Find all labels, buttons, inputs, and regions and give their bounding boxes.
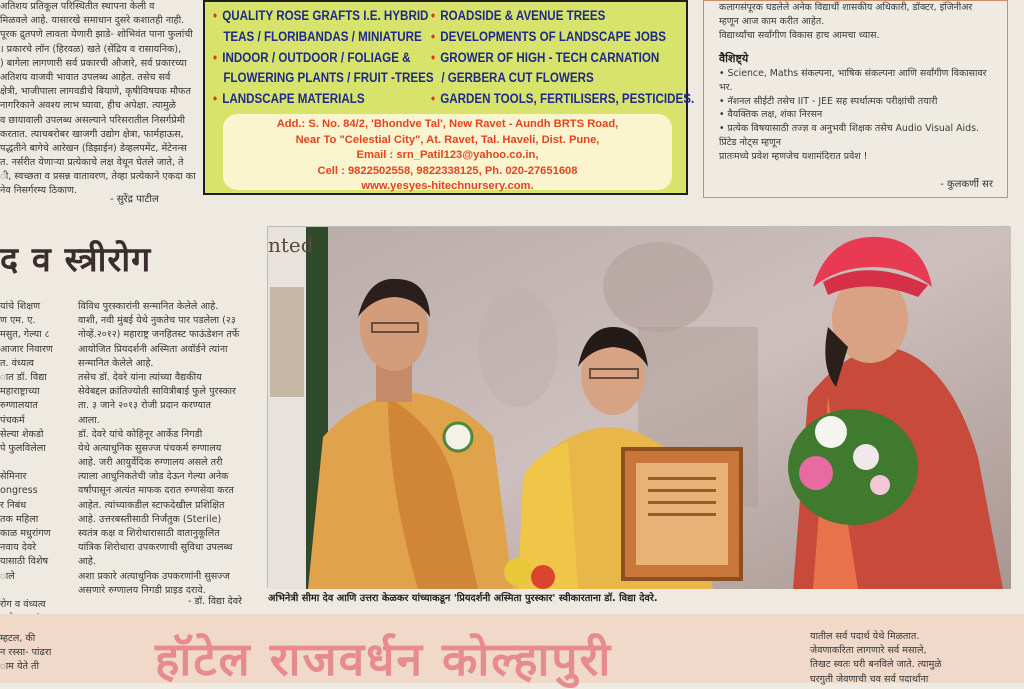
award-ceremony-photo — [267, 226, 1010, 588]
text-line: विद्यार्थ्यांचा सर्वांगीण विकास हाच आमचा ध्यास. — [719, 29, 880, 41]
ad-services-list-left — [213, 6, 434, 110]
text-line: काळ मधुरांगण — [0, 528, 51, 539]
ad-contact-address — [223, 114, 672, 190]
article-headline: द व स्त्रीरोग — [0, 240, 152, 280]
text-line: नेव निसर्गरम्य ठिकाण. — [0, 185, 77, 197]
text-line: यासाठी विशेष — [0, 556, 49, 568]
features-list — [719, 67, 986, 164]
text-line: ण एम. ए. — [0, 315, 36, 327]
text-line: सेल्या शेकडो — [0, 428, 44, 440]
ad-service-item: / GERBERA CUT FLOWERS — [441, 70, 594, 86]
ad-service-item: • GROWER OF HIGH - TECH CARNATION — [431, 48, 694, 69]
text-line: पे फुलविलेला — [0, 442, 46, 454]
text-line: आयोजित प्रियदर्शनी अस्मिता अवॉर्डने त्यांना — [78, 343, 228, 355]
text-line: रोग व वंध्यत्व — [0, 598, 46, 610]
text-line: आहे. जरी आयुर्वेदिक रुग्णालय असले तरी — [78, 457, 223, 469]
feature-item: • Science, Maths संकल्पना, भाषिक संकल्पना आणि सर्वांगीण विकासावर — [719, 68, 987, 79]
ad-service-item: • ROADSIDE & AVENUE TREES — [431, 6, 694, 27]
text-line: पद्धतीने बागेचे आरेखन (डिझाईन) डेव्हलपमेंट, मेंटेनन्स — [0, 142, 187, 154]
text-line: त्याला आधुनिकतेची जोड देऊन गेल्या अनेक — [78, 471, 229, 483]
text-line: यातील सर्व पदार्थ येथे मिळतात. — [810, 631, 920, 642]
text-line: अतिशय वाजवी भावात उपलब्ध आहेत. तसेच सर्व — [0, 71, 171, 83]
nursery-advertisement — [203, 0, 695, 195]
coaching-signature: - कुलकर्णी सर — [940, 179, 993, 190]
address-line: Near To "Celestial City", At. Ravet, Tal. Haveli, Dist. Pune, — [295, 133, 600, 146]
ad-services-list-right — [431, 6, 694, 110]
ad-service-item: • INDOOR / OUTDOOR / FOLIAGE & — [213, 48, 434, 69]
text-line: घरगुती जेवणाची चव सर्व पदार्थांना — [810, 673, 929, 685]
text-line: वाशी, नवी मुंबई येथे नुकतेच पार पडलेला (२३ — [78, 315, 236, 327]
text-line: । प्रकारचे लॉन (हिरवळ) खते (सेंद्रिय व रासायनिक), — [0, 43, 182, 55]
text-line: यांचे शिक्षण — [0, 301, 41, 312]
text-line: तक महिला — [0, 513, 39, 525]
feature-item: • प्रत्येक विषयासाठी तज्ज्ञ व अनुभवी शिक्षक तसेच Audio Visual Aids. — [719, 123, 979, 135]
ad-service-item: • LANDSCAPE MATERIALS — [213, 89, 434, 110]
text-line: ाम येते ती — [0, 661, 40, 673]
ad-service-item: • DEVELOPMENTS OF LANDSCAPE JOBS — [431, 27, 694, 48]
text-line: महाराष्ट्राच्या — [0, 386, 40, 398]
text-line: रुग्णालयात — [0, 400, 38, 412]
banner-text-fragment: nted — [268, 233, 314, 257]
text-line: मसुत, गेल्या ८ — [0, 329, 50, 341]
text-line: म्हटल, की — [0, 633, 36, 644]
text-line — [0, 584, 75, 598]
text-line: पूरक द्रुतपणे लावता येणारी झाडे- शोभिवंत पाना फुलांची — [0, 29, 193, 41]
text-line: यांत्रिक शिरोधारा उपकरणाची सुविधा उपलब्ध — [78, 542, 233, 554]
text-line: नवाय देवरे — [0, 542, 37, 554]
text-line: ) बागेला लागणारी सर्व प्रकारची औजारे, सर्व प्रकारच्या — [0, 57, 187, 69]
text-line: तिखट स्वतः घरी बनविले जाते. त्यामुळे — [810, 659, 942, 671]
text-line: डॉ. देवरे यांचे कोहिनूर आर्केड निगडी — [78, 428, 203, 440]
ad-service-item: TEAS / FLORIBANDAS / MINIATURE — [223, 28, 422, 44]
text-line: सेमिनार — [0, 471, 27, 483]
text-line: करतात. त्याचबरोबर खाजगी उद्योग क्षेत्रा, फार्महाऊस, — [0, 128, 184, 140]
text-line: मिळवले आहे. यासारखे समाधान दुसरे कशातही नाही. — [0, 15, 185, 27]
coaching-intro-text — [719, 1, 972, 42]
feature-item: प्रातःमध्ये प्रवेश म्हणजेच यशामंदिरात प्रवेश ! — [719, 150, 868, 162]
text-line: सेवेबद्दल क्रांतिज्योती सावित्रीबाई फुले पुरस्कार — [78, 386, 236, 398]
text-line: आजार निवारण — [0, 343, 53, 355]
text-line: सन्मानित केलेले आहे. — [78, 357, 154, 369]
bottom-left-text — [0, 632, 52, 675]
bottom-right-text — [810, 630, 1020, 687]
address-line: Cell : 9822502558, 9822338125, Ph. 020-27651608 — [317, 164, 578, 177]
text-line: ी, स्वच्छता व प्रसन्न वातावरण, तेव्हा प्रत्येकाने एकदा का — [0, 171, 196, 183]
text-line: ongress — [0, 485, 38, 497]
address-line: Email : srn_Patil123@yahoo.co.in, — [356, 149, 539, 161]
text-line: कलागसंपूरक घडलेले अनेक विद्यार्थी शासकीय अधिकारी, डॉक्टर, इंजिनीअर — [719, 2, 973, 13]
text-line: वर्षांपासून अत्यंत माफक दरात रुग्णसेवा करत — [78, 485, 234, 497]
text-line: आहे. उत्तरबस्तीसाठी निर्जंतुक (Sterile) — [78, 513, 222, 525]
text-line: विविध पुरस्कारांनी सन्मानित केलेले आहे. — [78, 301, 219, 312]
coaching-class-box — [703, 0, 1008, 198]
text-line: असणारे रुग्णालय निगडी प्राइड दरावे. — [78, 584, 206, 596]
text-line: र निबंध — [0, 499, 27, 511]
top-left-article-text — [0, 0, 200, 197]
text-line — [0, 456, 75, 470]
text-line: जेवणाकरिता लागणारे सर्व मसाले, — [810, 645, 927, 657]
text-line: अशा प्रकारे अत्याधुनिक उपकरणांनी सुसज्ज — [78, 570, 230, 582]
top-left-signature: - सुरेंद्र पाटील — [110, 194, 159, 205]
award-ceremony-illustration — [268, 227, 1011, 589]
text-line: आहेत. त्यांच्याकडील स्टाफदेखील प्रशिक्षित — [78, 499, 225, 511]
address-line: Add.: S. No. 84/2, 'Bhondve Tal', New Ravet - Aundh BRTS Road, — [276, 118, 619, 130]
text-line: व छायावाली उपलब्ध असल्याने परिसरातील निसर्गप्रेमी — [0, 114, 185, 126]
ad-service-item: • QUALITY ROSE GRAFTS I.E. HYBRID — [213, 6, 434, 27]
photo-caption: अभिनेत्री सीमा देव आणि उत्तरा केळकर यांच्याकडून 'प्रियदर्शनी अस्मिता पुरस्कार' स्वीकारताना डॉ. विद्या देवरे. — [268, 593, 658, 604]
text-line: त. नर्सरीत येणाऱ्या प्रत्येकाचे लक्ष वेधून घेतले जाते, ते — [0, 157, 184, 169]
feature-item: प्रिंटेड नोट्स म्हणून — [719, 136, 781, 148]
text-line: ाले — [0, 570, 15, 582]
text-line: तसेच डॉ. देवरे यांना त्यांच्या वैद्यकीय — [78, 371, 202, 383]
text-line: येथे अत्याधुनिक सुसज्ज पंचकर्म रुग्णालय — [78, 442, 222, 454]
text-line: अतिशय प्रतिकूल परिस्थितीत स्थापना केली व — [0, 1, 155, 12]
article-signature: - डॉ. विद्या देवरे — [188, 596, 242, 607]
features-heading: वैशिष्ट्ये — [719, 52, 749, 65]
text-line: पंचकर्म — [0, 414, 25, 426]
text-line: त. वंध्यत्व — [0, 357, 34, 369]
text-line: नोव्हें.२०१२) महाराष्ट्र जनहितस्ट फाऊंडेशन तर्फे — [78, 329, 240, 341]
text-line: आहे. — [78, 556, 96, 568]
text-line: आला. — [78, 414, 100, 426]
feature-item: भर. — [719, 81, 733, 93]
ad-service-item: • GARDEN TOOLS, FERTILISERS, PESTICIDES. — [431, 89, 694, 110]
text-line: म्हणून आज काम करीत आहेत. — [719, 15, 825, 27]
text-line: नागरिकाने अवश्य लाभ घ्यावा, हीच अपेक्षा. त्यामुळे — [0, 100, 176, 112]
address-line: www.yesyes-hitechnursery.com. — [361, 180, 534, 192]
feature-item: • वैयक्तिक लक्ष, शंका निरसन — [719, 109, 823, 121]
text-line: ता. ३ जाने २०१३ रोजी प्रदान करण्यात — [78, 400, 211, 412]
feature-item: • नॅशनल सीईटी तसेच IIT - JEE सह स्पर्धात्मक परीक्षांची तयारी — [719, 95, 938, 107]
article-left-column — [0, 300, 75, 626]
hotel-advertisement-title: हॉटेल राजवर्धन कोल्हापुरी — [155, 632, 613, 686]
text-line: स्वतंत्र कक्ष व शिरोधारासाठी वातानुकूलित — [78, 528, 220, 539]
text-line: ात डॉ. विद्या — [0, 371, 47, 383]
ad-service-item: FLOWERING PLANTS / FRUIT -TREES — [223, 70, 434, 86]
article-main-column — [78, 300, 263, 598]
text-line: न रस्सा- पांढरा — [0, 647, 52, 659]
text-line: क्षेत्री, भाजीपाला लागवडीचे बियाणे, कृषीविषयक मौफत — [0, 86, 191, 98]
